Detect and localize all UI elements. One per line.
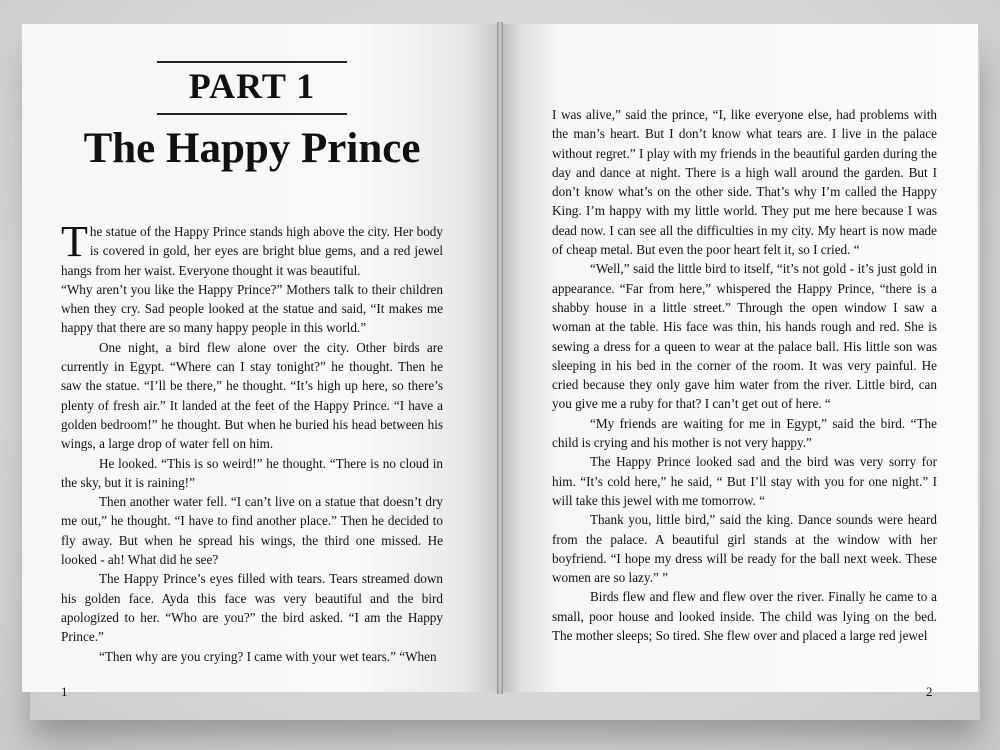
paragraph: “Then why are you crying? I came with your wet tears.” “When (99, 648, 437, 664)
paragraph: He looked. “This is so weird!” he thought. “There is no cloud in the sky, but it is raining!” (61, 455, 443, 490)
page-number: 2 (926, 684, 933, 699)
page-number: 1 (61, 684, 68, 699)
paragraph: The Happy Prince looked sad and the bird was very sorry for him. “It’s cold here,” he said, “ But I’ll stay with you for one night.” I will take this jewel with me tomorrow. “ (552, 454, 937, 508)
right-page (500, 24, 978, 699)
part-heading: PART 1 (188, 66, 316, 106)
first-paragraph (61, 217, 443, 280)
paragraph-text: he statue of the Happy Prince stands high above the city. Her body is covered in gold, her eyes are bright blue gems, and a red jewel hangs from her waist. Everyone thought it was beautiful. (61, 224, 443, 278)
paragraph: “Why aren’t you like the Happy Prince?” Mothers talk to their children when they cry. Sad people looked at the statue and said, “It makes me happy that there are so many happy people in this world.” (61, 281, 443, 336)
paragraph: Thank you, little bird,” said the king. Dance sounds were heard from the palace. A beautiful girl stands at the window with her boyfriend. “I hope my dress will be ready for the ball next week. These women are so lazy.” ” (552, 512, 937, 586)
drop-cap: T (61, 217, 88, 266)
paragraph: Then another water fell. “I can’t live on a statue that doesn’t dry me out,” he thought. “I have to find another place.” Then he decided to fly away. But when he spread his wings, the third one missed. He looked - ah! What did he see? (61, 494, 443, 568)
paragraph: Birds flew and flew and flew over the river. Finally he came to a small, poor house and looked inside. The child was lying on the bed. The mother sleeps; So tired. She flew over and placed a large red jewel (552, 589, 937, 644)
right-body-text (552, 105, 937, 645)
top-rule (157, 61, 347, 63)
paragraph: “My friends are waiting for me in Egypt,” said the bird. “The child is crying and his mother is not very happy.” (552, 415, 937, 451)
paragraph: One night, a bird flew alone over the city. Other birds are currently in Egypt. “Where can I stay tonight?” he thought. Then he saw the statue. “I’ll be there,” he thought. “It’s high up here, so there’s plenty of fresh air.” It landed at the feet of the Happy Prince. “I have a golden bedroom!” he thought. But when he buried his head between his wings, a large drop of water fell on him. (61, 339, 443, 452)
left-page (22, 24, 500, 699)
paragraph: “Well,” said the little bird to itself, “it’s not gold - it’s just gold in appearance. “Far from here,” whispered the Happy Prince, “there is a shabby house in a little street.” Through the open window I saw a woman at the table. His face was thin, his hands rough and red. She is sewing a dress for a queen to wear at the palace ball. His little son was sleeping in his bed in the corner of the room. It was very painful. He cried because they only gave him water from the river. Little bird, can you give me a ruby for that? I can’t get out of here. “ (552, 261, 937, 412)
paragraph: I was alive,” said the prince, “I, like everyone else, had problems with the man’s heart. But I don’t know what tears are. I live in the palace without regret.” I play with my friends in the beautiful garden during the day and dance at night. There is a high wall around the garden. But I don’t know what’s on the other side. That’s why I’m called the Happy King. I’m happy with my little world. They put me here because I was dead now. I can see all the difficulties in my city. My heart is now made of cheap metal. But even the poor heart felt it, so I cried. “ (552, 107, 937, 258)
paragraph: The Happy Prince’s eyes filled with tears. Tears streamed down his golden face. Ayda this face was very beautiful and the bird apologized to her. “Who are you?” the bird asked. “I am the Happy Prince.” (61, 571, 443, 645)
book-spine (497, 22, 503, 694)
bottom-rule (157, 113, 347, 115)
left-body-text (61, 217, 443, 666)
chapter-title: The Happy Prince (83, 125, 421, 172)
